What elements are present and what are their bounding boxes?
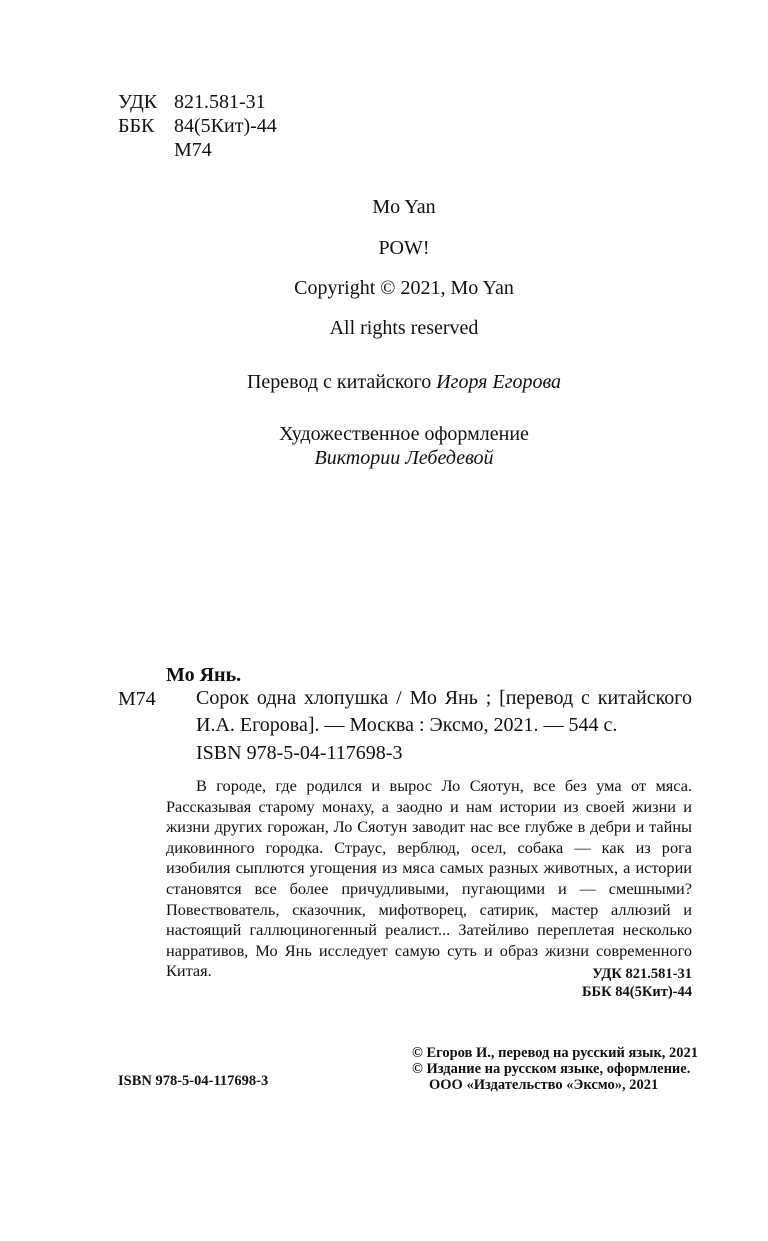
author-sign: М74 — [174, 139, 212, 161]
rights-line: All rights reserved — [329, 317, 479, 339]
card-author: Мо Янь. — [166, 664, 242, 686]
copyright-notices — [412, 1045, 698, 1093]
bbk-value: 84(5Кит)-44 — [174, 115, 277, 137]
classification-codes — [118, 90, 277, 162]
copyright-translation: © Егоров И., перевод на русский язык, 2021 — [412, 1045, 699, 1061]
design-label: Художественное оформление — [279, 423, 529, 445]
copyright-publisher: ООО «Издательство «Эксмо», 2021 — [429, 1077, 659, 1093]
udk-value: 821.581-31 — [174, 91, 266, 113]
original-author: Mo Yan — [372, 196, 436, 218]
copyright-line: Copyright © 2021, Mo Yan — [294, 277, 514, 299]
card-isbn: ISBN 978-5-04-117698-3 — [196, 742, 403, 764]
bbk-label: ББК — [118, 115, 155, 137]
copyright-edition: © Издание на русском языке, оформление. — [412, 1061, 691, 1077]
translation-credit — [0, 370, 768, 394]
original-title: POW! — [378, 237, 430, 259]
translator-name: Игоря Егорова — [436, 371, 562, 393]
card-description: Сорок одна хлопушка / Мо Янь ; [перевод с китайского И.А. Егорова]. — Москва : Эксмо, 2021. — 544 с. — [196, 687, 692, 736]
annotation — [166, 776, 692, 982]
bottom-codes — [480, 965, 692, 1001]
bottom-isbn: ISBN 978-5-04-117698-3 — [118, 1073, 269, 1089]
designer-name: Виктории Лебедевой — [314, 447, 494, 469]
translation-prefix: Перевод с китайского — [246, 371, 437, 393]
annotation-text: В городе, где родился и вырос Ло Сяотун, все без ума от мяса. Рассказывая старому монаху, а заодно и нам истории из своей жизни и жизни других горожан, Ло Сяотун заводит нас все глубже в дебри и тайны диковинного городка. Страус, верблюд, осел, собака — как из рога изобилия сыплются угощения из мяса самых разных животных, а истории становятся все более причудливыми, пугающими и — смешными? Повествователь, сказочник, мифотворец, сатирик, мастер аллюзий и настоящий галлюциногенный реалист... Затейливо переплетая несколько нарративов, Мо Янь исследует самую суть и образ жизни современного Китая. — [166, 776, 692, 981]
card-sign: М74 — [118, 688, 156, 710]
bottom-bbk: ББК 84(5Кит)-44 — [581, 984, 692, 1000]
udk-label: УДК — [118, 91, 158, 113]
bottom-udk: УДК 821.581-31 — [592, 966, 692, 982]
